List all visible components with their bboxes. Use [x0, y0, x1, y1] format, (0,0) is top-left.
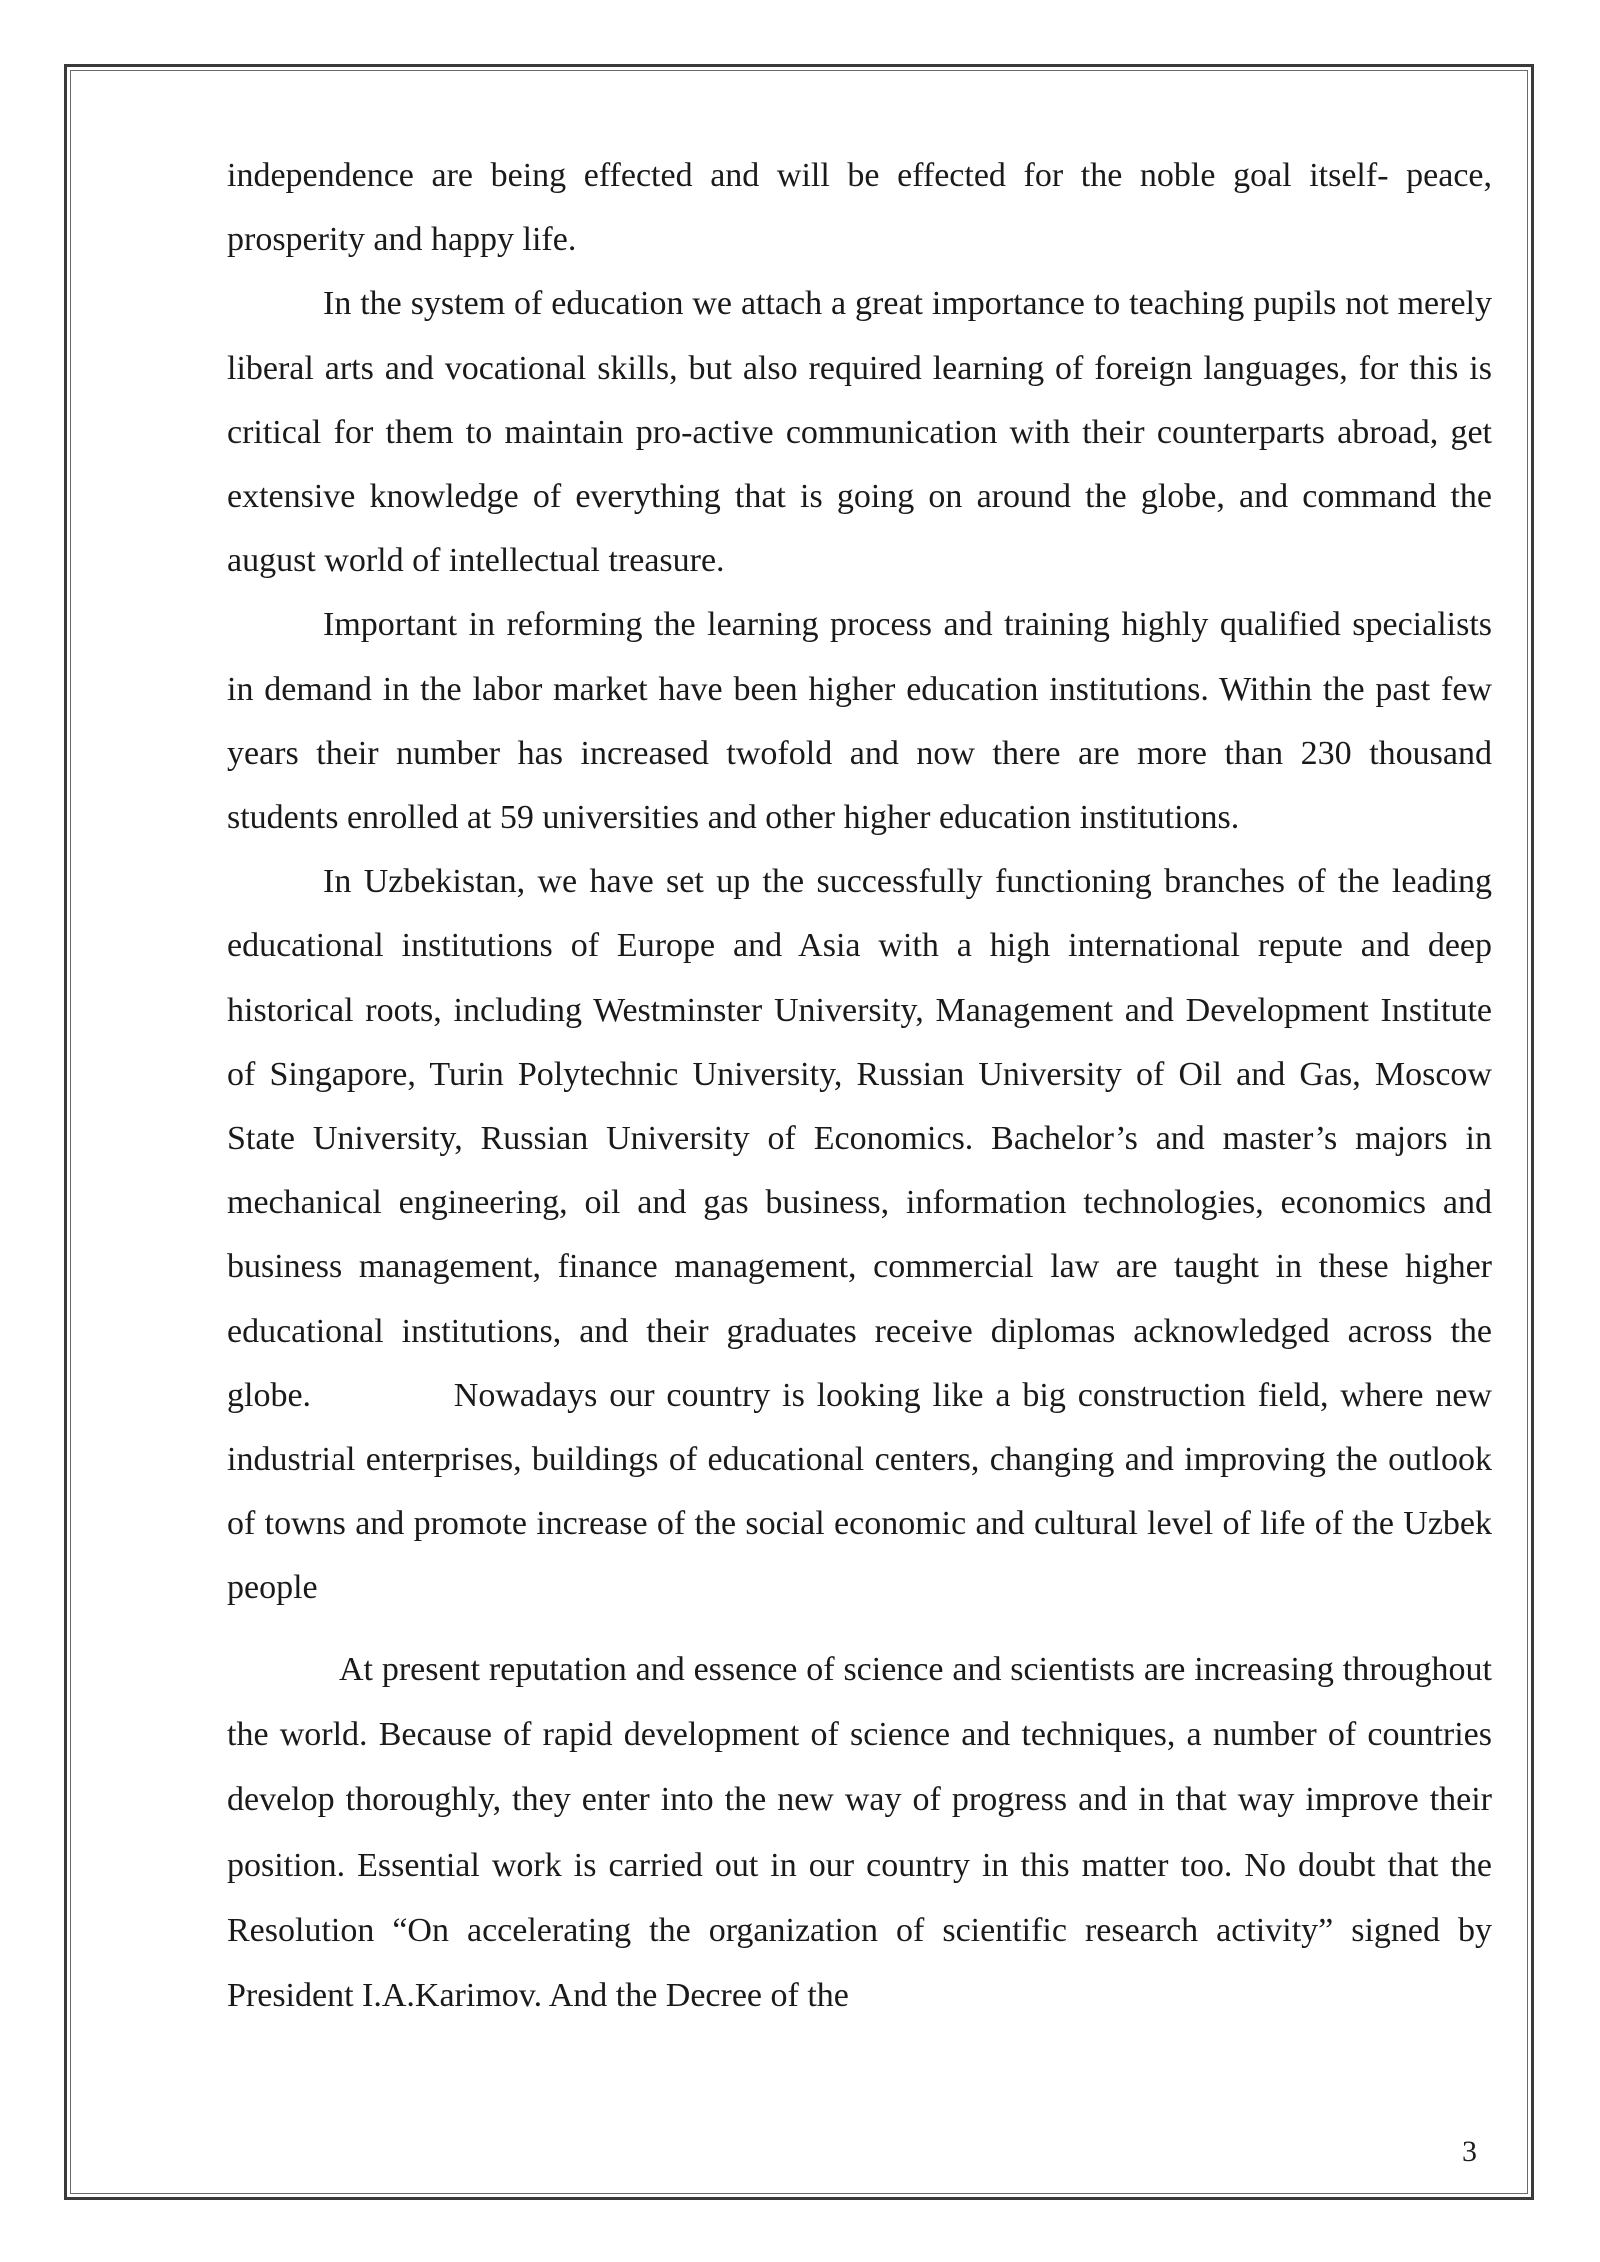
paragraph-5: At present reputation and essence of science and scientists are increasing throughout the world. Because of rapid development of science and techniques, a number of countries develop thoroughly, they enter into the new way of progress and in that way improve their position. Essential work is carried out in our country in this matter too. No doubt that the Resolution “On accelerating the organization of scientific research activity” signed by President I.A.Karimov. And the Decree of the — [227, 1650, 1492, 2015]
paragraph-4: In Uzbekistan, we have set up the successfully functioning branches of the leading educational institutions of Europe and Asia with a high international repute and deep historical roots, including Westminster University, Management and Development Institute of Singapore, Turin Polytechnic University, Russian University of Oil and Gas, Moscow State University, Russian University of Economics. Bachelor’s and master’s majors in mechanical engineering, oil and gas business, information technologies, economics and business management, finance management, commercial law are taught in these higher educational institutions, and their graduates receive diplomas acknowledged across the globe. Nowadays our country is looking like a big construction field, where new industrial enterprises, buildings of educational centers, changing and improving the outlook of towns and promote increase of the social economic and cultural level of life of the Uzbek people — [227, 863, 1501, 1607]
paragraph-2: In the system of education we attach a great importance to teaching pupils not merely liberal arts and vocational skills, but also required learning of foreign languages, for this is critical for them to maintain pro-active communication with their counterparts abroad, get extensive knowledge of everything that is going on around the globe, and command the august world of intellectual treasure. — [227, 285, 1492, 580]
paragraph-1: independence are being effected and will be effected for the noble goal itself- peace, prosperity and happy life. — [227, 157, 1492, 259]
page-number: 3 — [1462, 2135, 1477, 2168]
document-body — [227, 144, 1501, 2028]
paragraph-3: Important in reforming the learning process and training highly qualified specialists in demand in the labor market have been higher education institutions. Within the past few years their number has increased twofold and now there are more than 230 thousand students enrolled at 59 universities and other higher education institutions. — [227, 606, 1492, 837]
